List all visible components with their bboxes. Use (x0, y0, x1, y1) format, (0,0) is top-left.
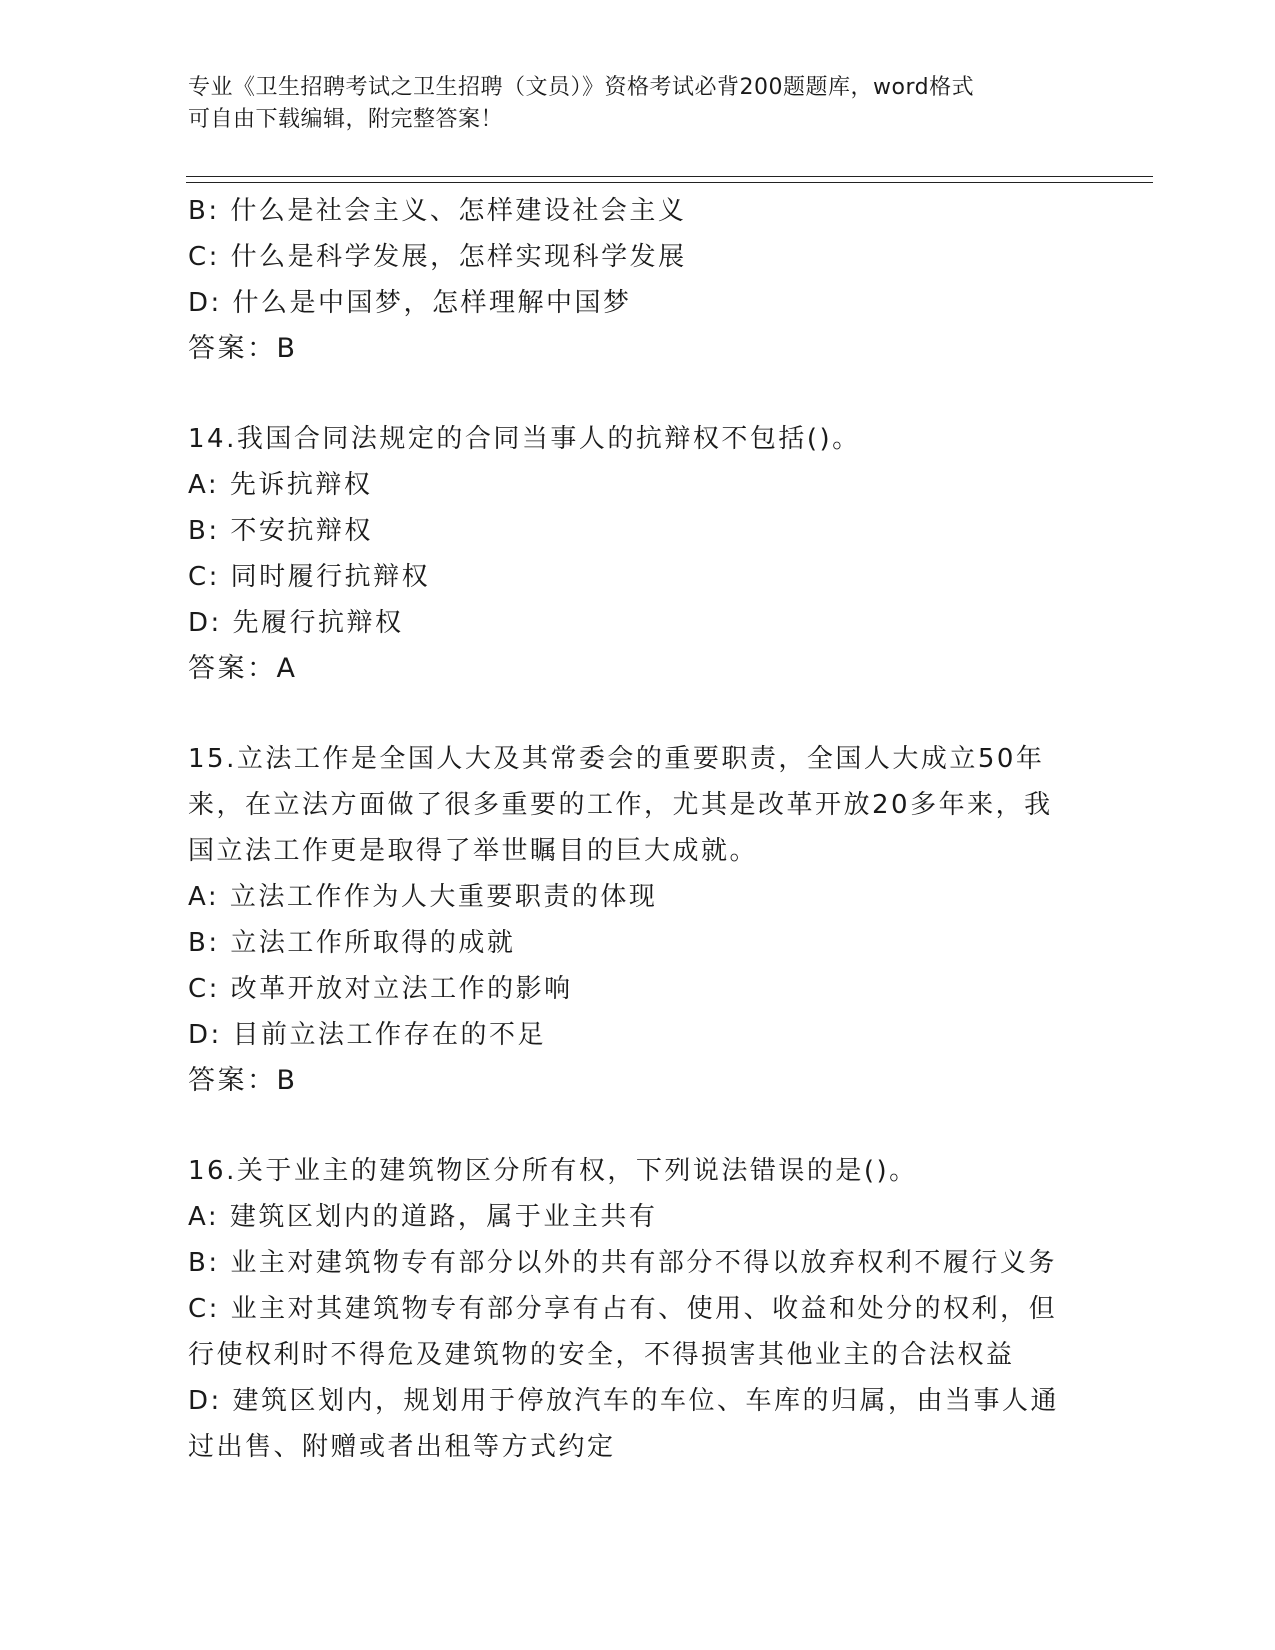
header-divider-bottom (186, 182, 1153, 183)
q15-question-line-3: 国立法工作更是取得了举世瞩目的巨大成就。 (188, 836, 759, 866)
q13-option-b: B: 什么是社会主义、怎样建设社会主义 (188, 196, 687, 226)
q16-option-b: B: 业主对建筑物专有部分以外的共有部分不得以放弃权利不履行义务 (188, 1248, 1057, 1278)
question-13-block (188, 188, 1088, 372)
q15-answer: 答案：B (188, 1065, 298, 1096)
page-header (188, 72, 1088, 136)
q14-option-d: D: 先履行抗辩权 (188, 608, 404, 638)
q13-option-c: C: 什么是科学发展，怎样实现科学发展 (188, 242, 687, 272)
question-16-block (188, 1148, 1088, 1470)
q15-option-b: B: 立法工作所取得的成就 (188, 928, 516, 958)
q14-option-c: C: 同时履行抗辩权 (188, 562, 431, 592)
header-divider-top (186, 176, 1153, 177)
q16-question: 16.关于业主的建筑物区分所有权，下列说法错误的是()。 (188, 1156, 918, 1186)
q13-answer: 答案：B (188, 333, 298, 364)
spacer (188, 1104, 1088, 1148)
q14-option-a: A: 先诉抗辩权 (188, 470, 373, 500)
q13-option-d: D: 什么是中国梦，怎样理解中国梦 (188, 288, 632, 318)
q16-option-d-line-1: D: 建筑区划内，规划用于停放汽车的车位、车库的归属，由当事人通 (188, 1386, 1060, 1416)
q14-option-b: B: 不安抗辩权 (188, 516, 373, 546)
spacer (188, 372, 1088, 416)
question-14-block (188, 416, 1088, 692)
q14-question: 14.我国合同法规定的合同当事人的抗辩权不包括()。 (188, 424, 861, 454)
q15-option-c: C: 改革开放对立法工作的影响 (188, 974, 573, 1004)
q15-option-d: D: 目前立法工作存在的不足 (188, 1020, 547, 1050)
header-title-line-1: 专业《卫生招聘考试之卫生招聘（文员）》资格考试必背200题题库，word格式 (188, 75, 975, 100)
q16-option-c-line-2: 行使权利时不得危及建筑物的安全，不得损害其他业主的合法权益 (188, 1340, 1015, 1370)
question-15-block (188, 736, 1088, 1104)
q15-option-a: A: 立法工作作为人大重要职责的体现 (188, 882, 658, 912)
q16-option-d-line-2: 过出售、附赠或者出租等方式约定 (188, 1432, 616, 1462)
q16-option-c-line-1: C: 业主对其建筑物专有部分享有占有、使用、收益和处分的权利，但 (188, 1294, 1058, 1324)
question-content (188, 188, 1088, 1470)
spacer (188, 692, 1088, 736)
q16-option-a: A: 建筑区划内的道路，属于业主共有 (188, 1202, 658, 1232)
q14-answer: 答案：A (188, 653, 298, 684)
q15-question-line-1: 15.立法工作是全国人大及其常委会的重要职责，全国人大成立50年 (188, 744, 1045, 774)
header-title-line-2: 可自由下载编辑，附完整答案！ (188, 107, 504, 132)
q15-question-line-2: 来，在立法方面做了很多重要的工作，尤其是改革开放20多年来，我 (188, 790, 1053, 820)
